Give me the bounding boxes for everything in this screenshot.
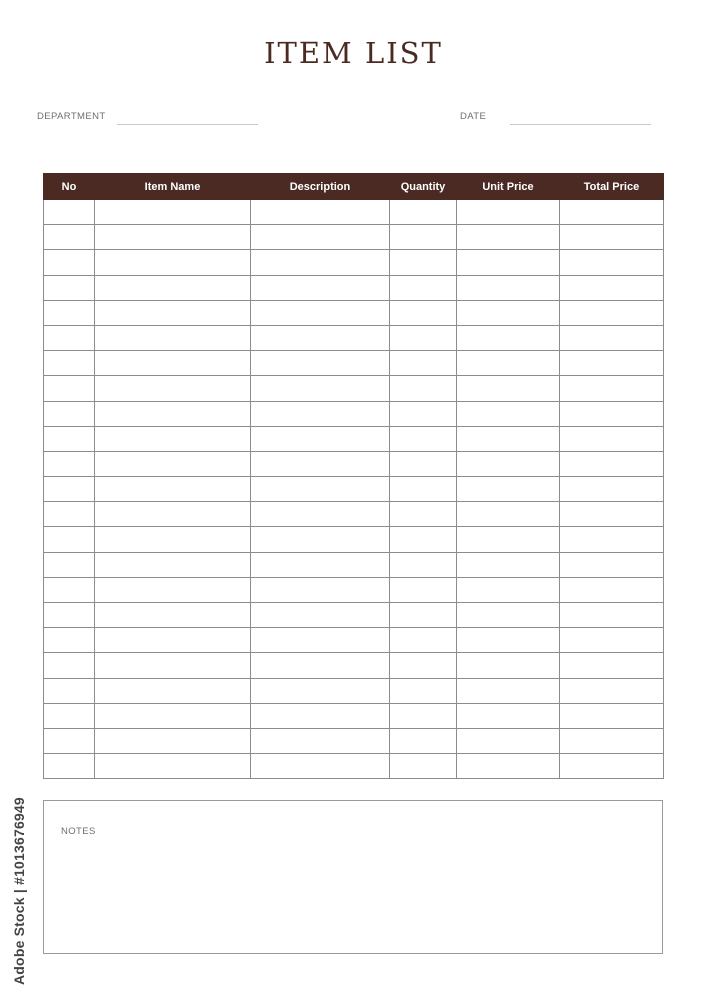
cell-total-price[interactable] [560,250,664,275]
table-row [44,376,664,401]
cell-quantity[interactable] [390,577,457,602]
table-row [44,577,664,602]
cell-no[interactable] [44,351,95,376]
cell-no[interactable] [44,552,95,577]
cell-total-price[interactable] [560,653,664,678]
cell-description[interactable] [251,401,390,426]
table-row [44,451,664,476]
table-row [44,678,664,703]
cell-quantity[interactable] [390,703,457,728]
cell-no[interactable] [44,477,95,502]
cell-description[interactable] [251,225,390,250]
cell-unit-price[interactable] [457,577,560,602]
cell-item-name[interactable] [95,225,251,250]
cell-no[interactable] [44,325,95,350]
item-table [43,173,664,779]
table-row [44,728,664,753]
cell-unit-price[interactable] [457,325,560,350]
cell-description[interactable] [251,728,390,753]
cell-total-price[interactable] [560,502,664,527]
cell-unit-price[interactable] [457,300,560,325]
table-row [44,225,664,250]
cell-description[interactable] [251,603,390,628]
column-header-item-name: Item Name [95,174,251,200]
cell-quantity[interactable] [390,300,457,325]
cell-quantity[interactable] [390,552,457,577]
cell-description[interactable] [251,502,390,527]
table-row [44,300,664,325]
cell-quantity[interactable] [390,527,457,552]
cell-quantity[interactable] [390,275,457,300]
department-field[interactable] [117,124,258,125]
cell-quantity[interactable] [390,401,457,426]
cell-description[interactable] [251,678,390,703]
cell-unit-price[interactable] [457,250,560,275]
cell-unit-price[interactable] [457,653,560,678]
cell-quantity[interactable] [390,325,457,350]
table-header-row [44,174,664,200]
table-row [44,200,664,225]
cell-description[interactable] [251,577,390,602]
cell-item-name[interactable] [95,653,251,678]
cell-total-price[interactable] [560,527,664,552]
cell-unit-price[interactable] [457,754,560,779]
cell-item-name[interactable] [95,351,251,376]
cell-quantity[interactable] [390,376,457,401]
cell-total-price[interactable] [560,200,664,225]
cell-total-price[interactable] [560,754,664,779]
cell-unit-price[interactable] [457,502,560,527]
table-row [44,250,664,275]
cell-no[interactable] [44,728,95,753]
cell-quantity[interactable] [390,451,457,476]
cell-total-price[interactable] [560,703,664,728]
cell-item-name[interactable] [95,552,251,577]
cell-unit-price[interactable] [457,603,560,628]
cell-unit-price[interactable] [457,200,560,225]
cell-total-price[interactable] [560,426,664,451]
department-label: DEPARTMENT [37,111,106,122]
cell-unit-price[interactable] [457,225,560,250]
column-header-quantity: Quantity [390,174,457,200]
cell-quantity[interactable] [390,628,457,653]
cell-unit-price[interactable] [457,351,560,376]
cell-no[interactable] [44,754,95,779]
notes-box[interactable] [43,800,663,954]
cell-no[interactable] [44,451,95,476]
table-row [44,754,664,779]
cell-no[interactable] [44,678,95,703]
table-row [44,502,664,527]
cell-no[interactable] [44,376,95,401]
table-row [44,426,664,451]
cell-quantity[interactable] [390,754,457,779]
cell-item-name[interactable] [95,300,251,325]
cell-item-name[interactable] [95,728,251,753]
cell-description[interactable] [251,628,390,653]
cell-total-price[interactable] [560,351,664,376]
cell-item-name[interactable] [95,628,251,653]
cell-unit-price[interactable] [457,552,560,577]
cell-quantity[interactable] [390,200,457,225]
table-row [44,628,664,653]
cell-no[interactable] [44,603,95,628]
table-row [44,401,664,426]
cell-total-price[interactable] [560,275,664,300]
cell-quantity[interactable] [390,502,457,527]
cell-total-price[interactable] [560,477,664,502]
cell-quantity[interactable] [390,603,457,628]
cell-total-price[interactable] [560,603,664,628]
table-row [44,552,664,577]
cell-no[interactable] [44,275,95,300]
page-title: ITEM LIST [264,36,443,70]
cell-total-price[interactable] [560,577,664,602]
cell-description[interactable] [251,703,390,728]
cell-no[interactable] [44,250,95,275]
cell-unit-price[interactable] [457,678,560,703]
cell-no[interactable] [44,653,95,678]
cell-quantity[interactable] [390,678,457,703]
cell-total-price[interactable] [560,300,664,325]
cell-quantity[interactable] [390,728,457,753]
cell-item-name[interactable] [95,603,251,628]
cell-unit-price[interactable] [457,477,560,502]
cell-no[interactable] [44,200,95,225]
cell-item-name[interactable] [95,577,251,602]
cell-item-name[interactable] [95,200,251,225]
cell-unit-price[interactable] [457,451,560,476]
cell-quantity[interactable] [390,225,457,250]
table-row [44,275,664,300]
cell-description[interactable] [251,275,390,300]
cell-unit-price[interactable] [457,527,560,552]
cell-no[interactable] [44,401,95,426]
table-row [44,325,664,350]
cell-total-price[interactable] [560,376,664,401]
cell-unit-price[interactable] [457,703,560,728]
cell-item-name[interactable] [95,527,251,552]
cell-no[interactable] [44,628,95,653]
notes-label: NOTES [61,826,96,837]
cell-item-name[interactable] [95,477,251,502]
cell-quantity[interactable] [390,351,457,376]
cell-no[interactable] [44,300,95,325]
cell-unit-price[interactable] [457,376,560,401]
cell-quantity[interactable] [390,477,457,502]
cell-description[interactable] [251,451,390,476]
cell-total-price[interactable] [560,552,664,577]
cell-description[interactable] [251,300,390,325]
cell-item-name[interactable] [95,678,251,703]
table-row [44,477,664,502]
table-row [44,527,664,552]
cell-no[interactable] [44,225,95,250]
cell-description[interactable] [251,250,390,275]
cell-total-price[interactable] [560,678,664,703]
cell-item-name[interactable] [95,754,251,779]
cell-no[interactable] [44,703,95,728]
cell-unit-price[interactable] [457,628,560,653]
cell-total-price[interactable] [560,325,664,350]
cell-quantity[interactable] [390,653,457,678]
cell-description[interactable] [251,754,390,779]
cell-no[interactable] [44,527,95,552]
cell-total-price[interactable] [560,728,664,753]
column-header-description: Description [251,174,390,200]
cell-item-name[interactable] [95,275,251,300]
table-row [44,703,664,728]
cell-unit-price[interactable] [457,426,560,451]
cell-description[interactable] [251,426,390,451]
column-header-unit-price: Unit Price [457,174,560,200]
cell-description[interactable] [251,527,390,552]
column-header-total-price: Total Price [560,174,664,200]
cell-total-price[interactable] [560,628,664,653]
cell-item-name[interactable] [95,451,251,476]
cell-total-price[interactable] [560,451,664,476]
cell-quantity[interactable] [390,250,457,275]
cell-item-name[interactable] [95,376,251,401]
cell-description[interactable] [251,376,390,401]
cell-item-name[interactable] [95,325,251,350]
cell-item-name[interactable] [95,703,251,728]
cell-item-name[interactable] [95,401,251,426]
table-row [44,653,664,678]
cell-unit-price[interactable] [457,275,560,300]
date-label: DATE [460,111,487,122]
cell-description[interactable] [251,200,390,225]
cell-unit-price[interactable] [457,401,560,426]
cell-item-name[interactable] [95,426,251,451]
table-row [44,351,664,376]
cell-no[interactable] [44,502,95,527]
cell-description[interactable] [251,653,390,678]
cell-description[interactable] [251,325,390,350]
date-field[interactable] [510,124,651,125]
cell-description[interactable] [251,351,390,376]
cell-description[interactable] [251,552,390,577]
stock-id-watermark: Adobe Stock | #1013676949 [11,797,27,985]
cell-item-name[interactable] [95,250,251,275]
cell-quantity[interactable] [390,426,457,451]
cell-unit-price[interactable] [457,728,560,753]
cell-description[interactable] [251,477,390,502]
column-header-no: No [44,174,95,200]
table-row [44,603,664,628]
cell-no[interactable] [44,426,95,451]
cell-no[interactable] [44,577,95,602]
cell-item-name[interactable] [95,502,251,527]
cell-total-price[interactable] [560,401,664,426]
cell-total-price[interactable] [560,225,664,250]
